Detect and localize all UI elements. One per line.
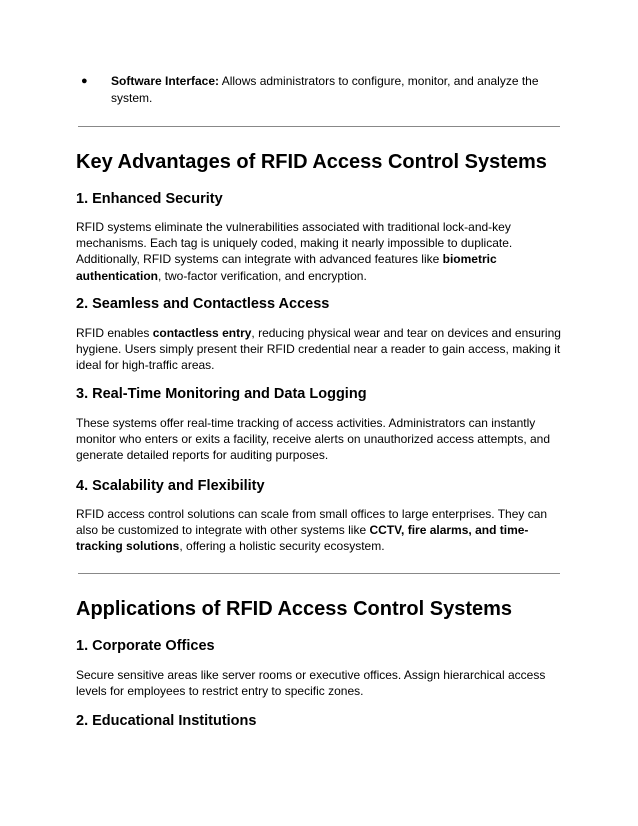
paragraph-corporate-offices: Secure sensitive areas like server rooms or executive offices. Assign hierarchical access levels for employees to restrict entry to specific zones. — [76, 668, 546, 699]
bullet-label: Software Interface: — [111, 74, 220, 88]
paragraph-scalability: RFID access control solutions can scale from small offices to large enterprises. They can also be customized to integrate with other systems like CCTV, fire alarms, and time-tracking solutions, offering a holistic security ecosystem. — [76, 507, 548, 554]
bullet-text — [111, 73, 557, 107]
subheading-educational-institutions: 2. Educational Institutions — [76, 713, 257, 729]
subheading-real-time-monitoring: 3. Real-Time Monitoring and Data Logging — [76, 386, 367, 402]
bullet-dot-icon: ● — [81, 75, 88, 87]
section-heading-advantages: Key Advantages of RFID Access Control Systems — [76, 151, 547, 173]
horizontal-rule — [78, 126, 560, 127]
bullet-software-interface — [81, 73, 557, 107]
subheading-corporate-offices: 1. Corporate Offices — [76, 638, 215, 654]
paragraph-contactless-access: RFID enables contactless entry, reducing physical wear and tear on devices and ensuring hygiene. Users simply present their RFID credential near a reader to gain access, making it ideal for high-traffic areas. — [76, 326, 561, 373]
paragraph-enhanced-security: RFID systems eliminate the vulnerabilities associated with traditional lock-and-key mechanisms. Each tag is uniquely coded, making it nearly impossible to duplicate. Additionally, RFID systems can integrate with advanced features like biometric authentication, two-factor verification, and encryption. — [76, 220, 513, 283]
subheading-scalability: 4. Scalability and Flexibility — [76, 478, 265, 494]
subheading-enhanced-security: 1. Enhanced Security — [76, 191, 223, 207]
bullet-body: Allows administrators to configure, monitor, and analyze the system. — [111, 74, 539, 105]
paragraph-real-time-monitoring: These systems offer real-time tracking of access activities. Administrators can instantly monitor who enters or exits a facility, receive alerts on unauthorized access attempts, and generate detailed reports for auditing purposes. — [76, 416, 551, 463]
horizontal-rule — [78, 573, 560, 574]
section-heading-applications: Applications of RFID Access Control Systems — [76, 598, 513, 620]
subheading-contactless-access: 2. Seamless and Contactless Access — [76, 296, 330, 312]
